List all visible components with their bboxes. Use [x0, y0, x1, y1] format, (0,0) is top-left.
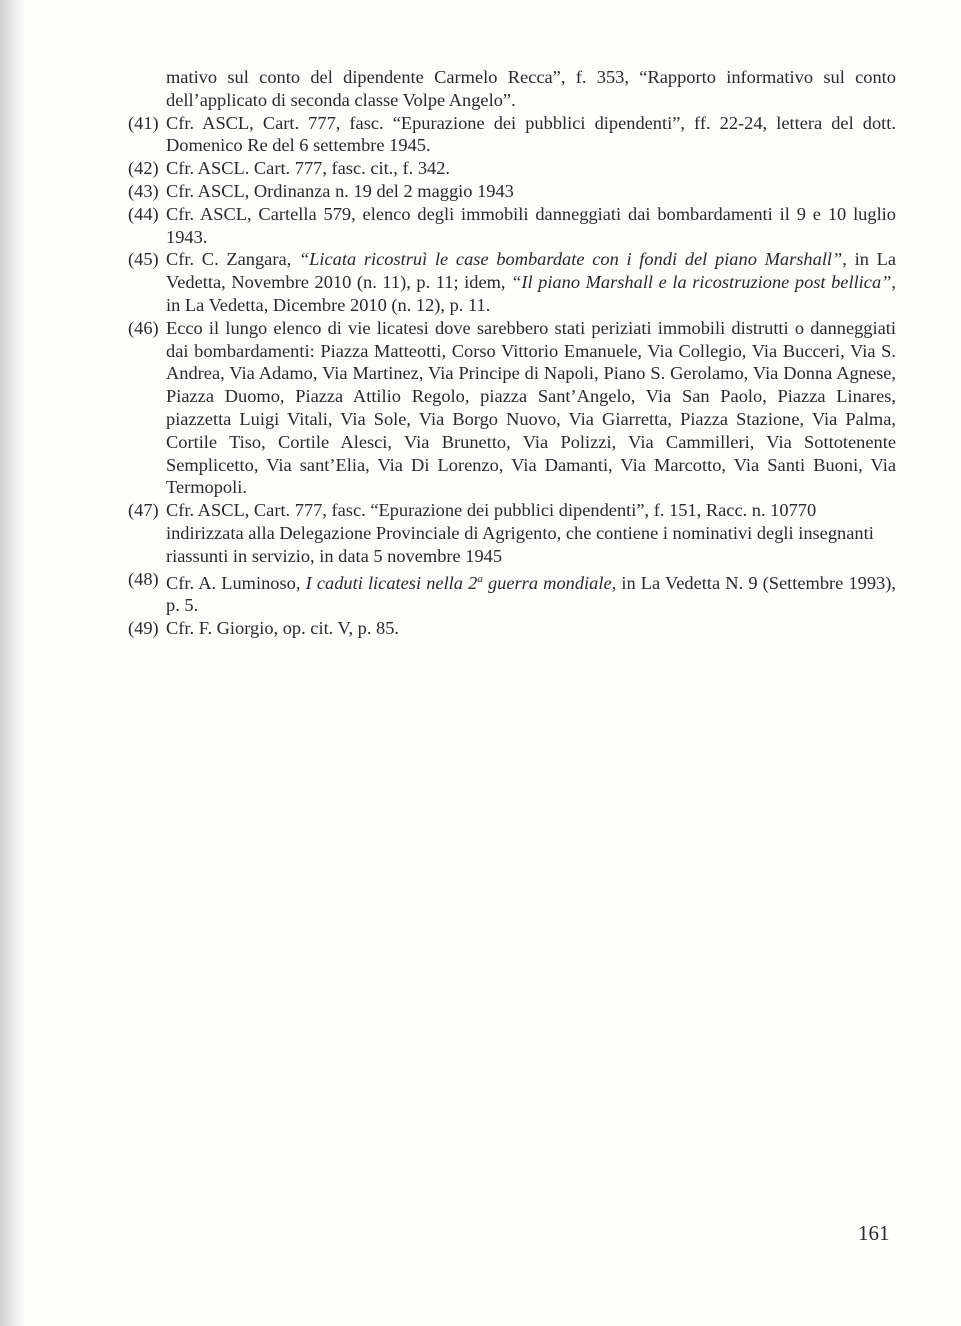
endnote-44 [128, 203, 896, 249]
endnote-48 [128, 568, 896, 618]
endnote-number: (47) [128, 500, 159, 521]
article-title: “Il piano Marshall e la ricostruzione post bellica” [511, 272, 892, 293]
endnote-text: Cfr. ASCL, Ordinanza n. 19 del 2 maggio 1943 [166, 180, 514, 201]
endnote-41 [128, 112, 896, 158]
endnote-text-segment: , in La Vedetta, Dicembre 2010 (n. 12), p. 11. [166, 272, 896, 315]
endnote-43 [128, 180, 896, 203]
endnote-text [166, 568, 896, 618]
endnote-text-segment: Cfr. A. Luminoso, [166, 572, 306, 593]
endnote-text-segment: Cfr. C. Zangara, [166, 249, 299, 270]
endnote-47 [128, 499, 896, 567]
article-title [306, 573, 617, 593]
continued-note-text: mativo sul conto del dipendente Carmelo Recca”, f. 353, “Rapporto informativo sul conto dell’applicato di seconda classe Volpe Angelo”. [166, 67, 896, 110]
endnote-text-segment: , in La Vedetta, Novembre 2010 (n. 11), p. 11; idem, [166, 249, 897, 293]
endnote-text-segment: in La Vedetta N. 9 (Settembre 1993), p. 5. [166, 572, 896, 616]
endnote-text: Ecco il lungo elenco di vie licatesi dove sarebbero stati periziati immobili distrutti o danneggiati dai bombardamenti: Piazza Matteotti, Corso Vittorio Emanuele, Via Collegio, Via Bucceri, Via S. Andrea, Via Adamo, Via Martinez, Via Principe di Napoli, Piano S. Gerolamo, Via Donna Agnese, Piazza Duomo, Piazza Attilio Regolo, piazza Sant’Angelo, Via San Paolo, Piazza Linares, piazzetta Luigi Vitali, Via Sole, Via Borgo Nuovo, Via Giarretta, Piazza Stazione, Via Palma, Cortile Tiso, Cortile Alesci, Via Brunetto, Via Polizzi, Via Cammilleri, Via Sottotenente Semplicetto, Via sant’Elia, Via Di Lorenzo, Via Damanti, Via Marcotto, Via Santi Buoni, Via Termopoli. [166, 317, 896, 498]
endnote-46 [128, 317, 896, 499]
endnote-42 [128, 157, 896, 180]
page-number: 161 [858, 1221, 890, 1245]
endnote-number: (42) [128, 158, 159, 179]
endnote-text: Cfr. ASCL, Cart. 777, fasc. “Epurazione dei pubblici dipendenti”, f. 151, Racc. n. 10770 indirizzata alla Delegazione Provinciale di Agrigento, che contiene i nominativi degli insegnanti riassunti in servizio, in data 5 novembre 1945 [166, 500, 874, 566]
endnote-number: (49) [128, 618, 159, 639]
endnote-text [166, 248, 896, 316]
endnotes-list [128, 66, 896, 640]
article-title-part: I caduti licatesi nella 2 [305, 572, 478, 593]
endnote-45 [128, 248, 896, 316]
endnote-text: Cfr. ASCL, Cartella 579, elenco degli immobili danneggiati dai bombardamenti il 9 e 10 luglio 1943. [166, 203, 896, 247]
endnote-number: (46) [128, 317, 159, 338]
endnote-text: Cfr. F. Giorgio, op. cit. V, p. 85. [166, 618, 400, 639]
endnote-number: (44) [128, 203, 159, 224]
endnote-text: Cfr. ASCL. Cart. 777, fasc. cit., f. 342. [166, 158, 451, 179]
endnote-number: (45) [128, 249, 159, 270]
endnote-text: Cfr. ASCL, Cart. 777, fasc. “Epurazione dei pubblici dipendenti”, ff. 22-24, lettera del dott. Domenico Re del 6 settembre 1945. [166, 112, 896, 156]
article-title-part: guerra mondiale, [482, 572, 617, 593]
endnote-number: (43) [128, 180, 159, 201]
binding-gutter [0, 0, 26, 1326]
article-title: “Licata ricostruì le case bombardate con i fondi del piano Marshall” [298, 249, 843, 270]
endnote-49 [128, 617, 896, 640]
endnote-number: (41) [128, 112, 159, 133]
ordinal-superscript: a [477, 572, 483, 585]
endnote-number: (48) [128, 568, 159, 589]
